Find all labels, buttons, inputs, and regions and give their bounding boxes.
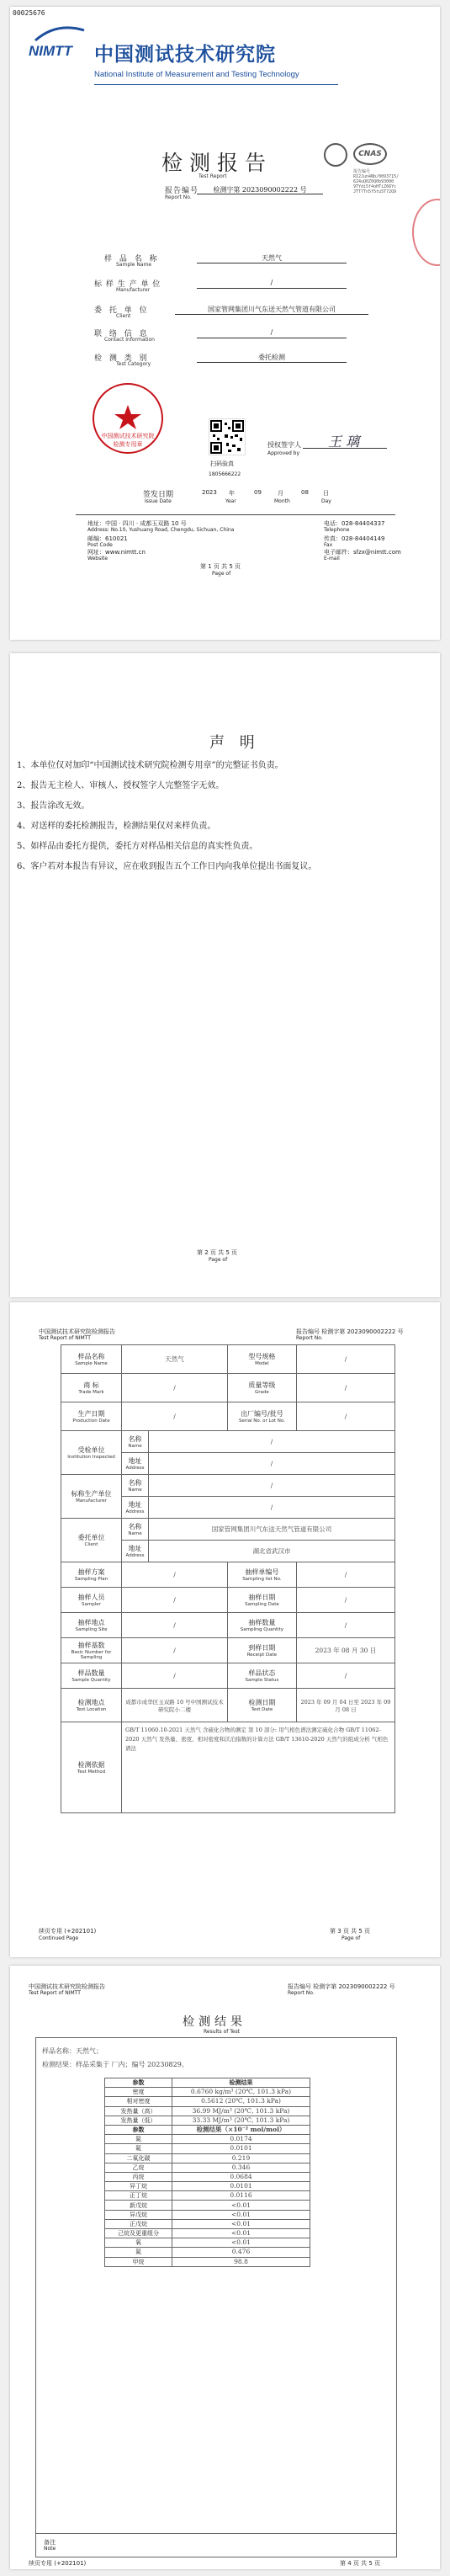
field-manufacturer-value: / <box>270 279 273 286</box>
cnas-codes: 报告编号 RI2Jun4Nb/0093715/ 6Z4uQ0Z0Q0b93000 9TYdi5f4oHTiZ66Yc JTT7Tn5f5tu5T72Q9 <box>353 169 400 194</box>
test-location-value: 成都市成华区玉双路 10 号中国测试技术研究院小二楼 <box>122 1689 228 1722</box>
cell-label: 出厂编号/批号 Serial No. or Lot No. <box>227 1402 296 1431</box>
footer-left-cn: 续页专用 (+202101) <box>39 1928 97 1935</box>
report-no-label-en: Report No. <box>165 194 192 200</box>
results-value-cell: 0.219 <box>172 2153 310 2163</box>
sampling-no-value: / <box>296 1562 394 1588</box>
production-date-value: / <box>122 1402 228 1431</box>
address-cn: 地址：中国 · 四川 · 成都玉双路 10 号 <box>87 520 187 527</box>
cell-label: 抽样地点 Sampling Site <box>61 1613 122 1638</box>
results-param-cell: 正丁烷 <box>105 2191 172 2201</box>
results-row <box>105 2248 310 2257</box>
field-sample-name-value: 天然气 <box>262 254 282 262</box>
field-category-sub: Test Category <box>116 361 151 367</box>
website: 网址：www.nimtt.cn <box>87 549 146 556</box>
cell-label: 委托单位 Client <box>61 1519 122 1562</box>
declaration-item-3: 3、报告涂改无效。 <box>17 801 90 811</box>
cell-label: 样品名称 Sample Name <box>61 1345 122 1374</box>
qr-code-icon <box>209 419 245 455</box>
cnas-mark-icon: CNAS <box>353 143 387 165</box>
declaration-item-2: 2、报告无主检人、审核人、授权签字人完整签字无效。 <box>17 781 225 790</box>
cell-label: 受检单位 Institution Inspected <box>61 1431 122 1475</box>
receipt-date-value: 2023 年 08 月 30 日 <box>296 1638 394 1663</box>
cell-label: 抽样基数 Basic Number for Sampling <box>61 1638 122 1663</box>
footer-divider <box>76 514 395 515</box>
issue-month: 09 <box>254 489 262 496</box>
header-left-en: Test Report of NIMTT <box>39 1335 91 1341</box>
year-unit-en: Year <box>225 498 236 504</box>
results-param-cell: 二氧化碳 <box>105 2153 172 2163</box>
test-results-page <box>10 1966 440 2569</box>
results-param-cell: 氮 <box>105 2248 172 2257</box>
results-param-cell: 参数 <box>105 2125 172 2134</box>
client-name-value: 国家管网集团川气东送天然气管道有限公司 <box>149 1519 395 1541</box>
field-contact-value: / <box>270 328 273 336</box>
seal-text: 中国测试技术研究院 检测专用章 <box>101 433 155 448</box>
report-cover-page <box>10 7 440 640</box>
results-row <box>105 2257 310 2266</box>
results-param-cell: 氧 <box>105 2238 172 2248</box>
cell-label: 抽样日期 Sampling Date <box>227 1588 296 1613</box>
client-addr-value: 湖北省武汉市 <box>149 1541 395 1562</box>
page-number-en: Page of <box>209 1257 228 1263</box>
cell-label: 检测依据 Test Method <box>61 1722 122 1813</box>
declaration-item-4: 4、对送样的委托检测报告，检测结果仅对来样负责。 <box>17 822 216 831</box>
results-row <box>105 2191 310 2201</box>
field-category-label: 检 测 类 别 <box>94 354 150 363</box>
results-param-cell: 发热量（低） <box>105 2116 172 2125</box>
results-row <box>105 2097 310 2106</box>
manu-addr-value: / <box>149 1497 395 1519</box>
results-value-cell: 0.5612 (20℃, 101.3 kPa) <box>172 2097 310 2106</box>
results-title: 检测结果 <box>183 2015 246 2029</box>
fax-en: Fax <box>324 542 333 548</box>
results-row <box>105 2144 310 2153</box>
declaration-item-6: 6、客户若对本报告有异议，应在收到报告五个工作日内向我单位提出书面复议。 <box>17 862 317 871</box>
field-line <box>175 314 368 315</box>
base-number-value: / <box>122 1638 228 1663</box>
manu-name-value: / <box>149 1475 395 1497</box>
results-param-cell: 己烷及更重组分 <box>105 2229 172 2238</box>
signer-label-en: Approved by <box>267 450 300 456</box>
results-row <box>105 2219 310 2228</box>
header-right: 报告编号 检测字第 2023090002222 号 <box>296 1328 404 1335</box>
remark-row <box>35 2534 397 2557</box>
results-param-cell: 异丁烷 <box>105 2182 172 2191</box>
sample-status-value: / <box>296 1663 394 1689</box>
results-param-cell: 氦 <box>105 2144 172 2153</box>
cell-label: 检测地点 Test Location <box>61 1689 122 1722</box>
side-seal <box>412 199 440 266</box>
results-param-cell: 氮 <box>105 2135 172 2144</box>
cell-label: 检测日期 Test Date <box>227 1689 296 1722</box>
results-param-cell: 新戊烷 <box>105 2201 172 2210</box>
day-unit-en: Day <box>321 498 331 504</box>
field-sample-name-sub: Sample Name <box>116 262 152 268</box>
results-table <box>104 2078 310 2267</box>
sample-name-value: 天然气 <box>122 1345 228 1374</box>
postcode: 邮编：610021 <box>87 535 128 542</box>
page-number-en: Page of <box>212 571 231 577</box>
header-right-en: Report No. <box>296 1335 323 1341</box>
field-client-value: 国家管网集团川气东送天然气管道有限公司 <box>208 306 336 313</box>
sample-info-table <box>61 1344 395 1813</box>
field-manufacturer-sub: Manufacturer <box>116 287 151 293</box>
results-row <box>105 2172 310 2181</box>
field-contact-label: 联 络 信 息 <box>94 330 150 338</box>
test-method-value: GB/T 11060.10-2021 天然气 含硫化合物的测定 第 10 部分: 用气相色谱法测定硫化合物 GB/T 11062-2020 天然气 发热量、密度、相对密度和沃泊指数的计算方法 GB/T 13610-2020 天然气的组成分析 气相色谱法 <box>122 1722 395 1813</box>
verification-qr-code[interactable] <box>209 418 246 455</box>
results-param-cell: 异戊烷 <box>105 2210 172 2219</box>
field-line <box>197 288 347 289</box>
results-header-param: 参数 <box>105 2078 172 2088</box>
results-row <box>105 2153 310 2163</box>
cell-label: 质量等级 Grade <box>227 1374 296 1402</box>
issue-year: 2023 <box>202 489 217 496</box>
results-row <box>105 2135 310 2144</box>
footer-left-cn: 续页专用 (+202101) <box>29 2560 87 2567</box>
header-left-cn: 中国测试技术研究院检测报告 <box>29 1983 105 1990</box>
cell-label: 生产日期 Production Date <box>61 1402 122 1431</box>
results-row <box>105 2229 310 2238</box>
declaration-title: 声 明 <box>209 734 260 752</box>
cell-label: 抽样方案 Sampling Plan <box>61 1562 122 1588</box>
issue-day: 08 <box>301 489 309 496</box>
results-value-cell: 0.0116 <box>172 2191 310 2201</box>
report-no-label: 报告编号 <box>165 187 199 195</box>
cell-label: 名称 Name <box>122 1431 149 1453</box>
field-sample-name-label: 样 品 名 称 <box>104 255 160 263</box>
results-row <box>105 2210 310 2219</box>
telephone-en: Telephone <box>324 527 350 533</box>
field-category-value: 委托检测 <box>258 354 285 361</box>
declaration-item-5: 5、如样品由委托方提供，委托方对样品相关信息的真实性负责。 <box>17 842 258 851</box>
cell-label: 标称生产单位 Manufacturer <box>61 1475 122 1519</box>
sampling-site-value: / <box>122 1613 228 1638</box>
nimtt-logo-mark <box>27 25 86 42</box>
issue-date-label: 签发日期 <box>143 491 174 499</box>
trademark-value: / <box>122 1374 228 1402</box>
page-number: 第 3 页 共 5 页 <box>330 1928 371 1935</box>
declaration-page <box>10 653 440 1297</box>
sampling-qty-value: / <box>296 1613 394 1638</box>
results-row <box>105 2116 310 2125</box>
scan-label: 扫码验真 <box>210 460 234 467</box>
plan-value: / <box>122 1562 228 1588</box>
results-param-cell: 乙烷 <box>105 2163 172 2172</box>
header-right-en: Report No. <box>288 1990 315 1996</box>
cell-label: 抽样单编号 Sampling list No. <box>227 1562 296 1588</box>
cell-label: 地址 Address <box>122 1453 149 1475</box>
serial-value: / <box>296 1402 394 1431</box>
scan-code: 1805666222 <box>209 471 241 477</box>
results-row <box>105 2182 310 2191</box>
day-unit: 日 <box>323 490 329 497</box>
results-param-cell: 正戊烷 <box>105 2219 172 2228</box>
field-line <box>197 362 347 363</box>
cell-label: 到样日期 Receipt Date <box>227 1638 296 1663</box>
cell-label: 型号规格 Model <box>227 1345 296 1374</box>
header-left-en: Test Report of NIMTT <box>29 1990 81 1996</box>
nimtt-logo-text: NIMTT <box>29 43 72 59</box>
results-value-cell: <0.01 <box>172 2238 310 2248</box>
results-param-cell: 密度 <box>105 2088 172 2097</box>
header-right: 报告编号 检测字第 2023090002222 号 <box>288 1983 395 1990</box>
signer-label: 授权签字人 <box>267 441 301 449</box>
header-divider <box>94 84 338 85</box>
results-value-cell: 36.99 MJ/m³ (20℃, 101.3 kPa) <box>172 2106 310 2116</box>
page-number: 第 2 页 共 5 页 <box>197 1249 238 1256</box>
remark-label-en: Note <box>44 2546 56 2552</box>
cell-label: 抽样人员 Sampler <box>61 1588 122 1613</box>
sample-info-page <box>10 1302 440 1957</box>
sampler-value: / <box>122 1588 228 1613</box>
results-value-cell: 0.476 <box>172 2248 310 2257</box>
results-value-cell: 98.8 <box>172 2257 310 2266</box>
address-en: Address: No.10, Yushuang Road, Chengdu, Sichuan, China <box>87 527 235 533</box>
page-number-en: Page of <box>341 1935 361 1941</box>
results-row <box>105 2088 310 2097</box>
field-contact-sub: Contact Information <box>104 337 155 343</box>
month-unit-en: Month <box>274 498 290 504</box>
report-title: 检测报告 <box>161 151 273 175</box>
organization-name-cn: 中国测试技术研究院 <box>94 43 276 66</box>
signer-signature: 王 璃 <box>328 434 360 450</box>
serial-number: 00025676 <box>13 9 45 17</box>
website-en: Website <box>87 556 108 562</box>
results-row <box>105 2238 310 2248</box>
grade-value: / <box>296 1374 394 1402</box>
cell-label: 抽样数量 Sampling Quantity <box>227 1613 296 1638</box>
sample-qty-value: / <box>122 1663 228 1689</box>
results-title-en: Results of Test <box>204 2029 241 2035</box>
fax: 传真：028-84404149 <box>324 535 385 542</box>
inspected-name-value: / <box>149 1431 395 1453</box>
results-param-cell: 甲烷 <box>105 2257 172 2266</box>
results-value-cell: <0.01 <box>172 2210 310 2219</box>
results-row <box>105 2201 310 2210</box>
results-note-1: 样品名称：天然气； <box>42 2047 103 2055</box>
year-unit: 年 <box>229 490 235 497</box>
month-unit: 月 <box>278 490 283 497</box>
header-left-cn: 中国测试技术研究院检测报告 <box>39 1328 115 1335</box>
results-note-2: 检测结果：样品采集于 厂内；编号 20230829。 <box>42 2061 188 2068</box>
cell-label: 样品状态 Sample Status <box>227 1663 296 1689</box>
postcode-en: Post Code <box>87 542 113 548</box>
results-value-cell: 0.0684 <box>172 2172 310 2181</box>
field-client-label: 委 托 单 位 <box>94 306 150 315</box>
results-value-cell: <0.01 <box>172 2229 310 2238</box>
results-value-cell: 0.0101 <box>172 2144 310 2153</box>
footer-left-en: Continued Page <box>39 1935 79 1941</box>
cell-label: 地址 Address <box>122 1541 149 1562</box>
field-manufacturer-label: 标 样 生 产 单 位 <box>94 280 161 289</box>
results-value-cell: 33.33 MJ/m³ (20℃, 101.3 kPa) <box>172 2116 310 2125</box>
results-row <box>105 2125 310 2134</box>
cell-label: 商 标 Trade Mark <box>61 1374 122 1402</box>
results-row <box>105 2163 310 2172</box>
report-no-value: 检测字第 2023090002222 号 <box>213 186 307 194</box>
results-row <box>105 2106 310 2116</box>
page-number: 第 4 页 共 5 页 <box>340 2560 381 2567</box>
results-value-cell: 0.0174 <box>172 2135 310 2144</box>
cell-label: 样品数量 Sample Quantity <box>61 1663 122 1689</box>
results-value-cell: 0.0101 <box>172 2182 310 2191</box>
declaration-item-1: 1、本单位仅对加印“中国测试技术研究院检测专用章”的完整证书负责。 <box>17 761 283 770</box>
results-value-cell: <0.01 <box>172 2201 310 2210</box>
email: 电子邮件：sfzx@nimtt.com <box>324 549 401 556</box>
sampling-date-value: / <box>296 1588 394 1613</box>
results-param-cell: 相对密度 <box>105 2097 172 2106</box>
email-en: E-mail <box>324 556 340 562</box>
inspected-addr-value: / <box>149 1453 395 1475</box>
report-title-en: Test Report <box>199 173 227 179</box>
results-header-value: 检测结果 <box>172 2078 310 2088</box>
page-number: 第 1 页 共 5 页 <box>200 563 241 570</box>
results-value-cell: 0.346 <box>172 2163 310 2172</box>
cell-label: 名称 Name <box>122 1475 149 1497</box>
remark-label-cn: 备注 <box>44 2539 56 2546</box>
ilac-mark-icon <box>324 143 347 167</box>
results-value-cell: <0.01 <box>172 2219 310 2228</box>
results-value-cell: 0.6760 kg/m³ (20℃, 101.3 kPa) <box>172 2088 310 2097</box>
model-value: / <box>296 1345 394 1374</box>
test-date-value: 2023 年 09 月 04 日至 2023 年 09 月 08 日 <box>296 1689 394 1722</box>
signer-line <box>303 448 387 449</box>
organization-name-en: National Institute of Measurement and Testing Technology <box>94 70 299 79</box>
results-param-cell: 发热量（高） <box>105 2106 172 2116</box>
issue-date-label-en: Issue Date <box>145 498 172 504</box>
results-value-cell: 检测结果（×10⁻² mol/mol） <box>172 2125 310 2134</box>
telephone: 电话：028-84404337 <box>324 520 385 527</box>
results-param-cell: 丙烷 <box>105 2172 172 2181</box>
inspection-seal <box>93 383 163 454</box>
field-client-sub: Client <box>116 313 131 319</box>
cell-label: 地址 Address <box>122 1497 149 1519</box>
cell-label: 名称 Name <box>122 1519 149 1541</box>
